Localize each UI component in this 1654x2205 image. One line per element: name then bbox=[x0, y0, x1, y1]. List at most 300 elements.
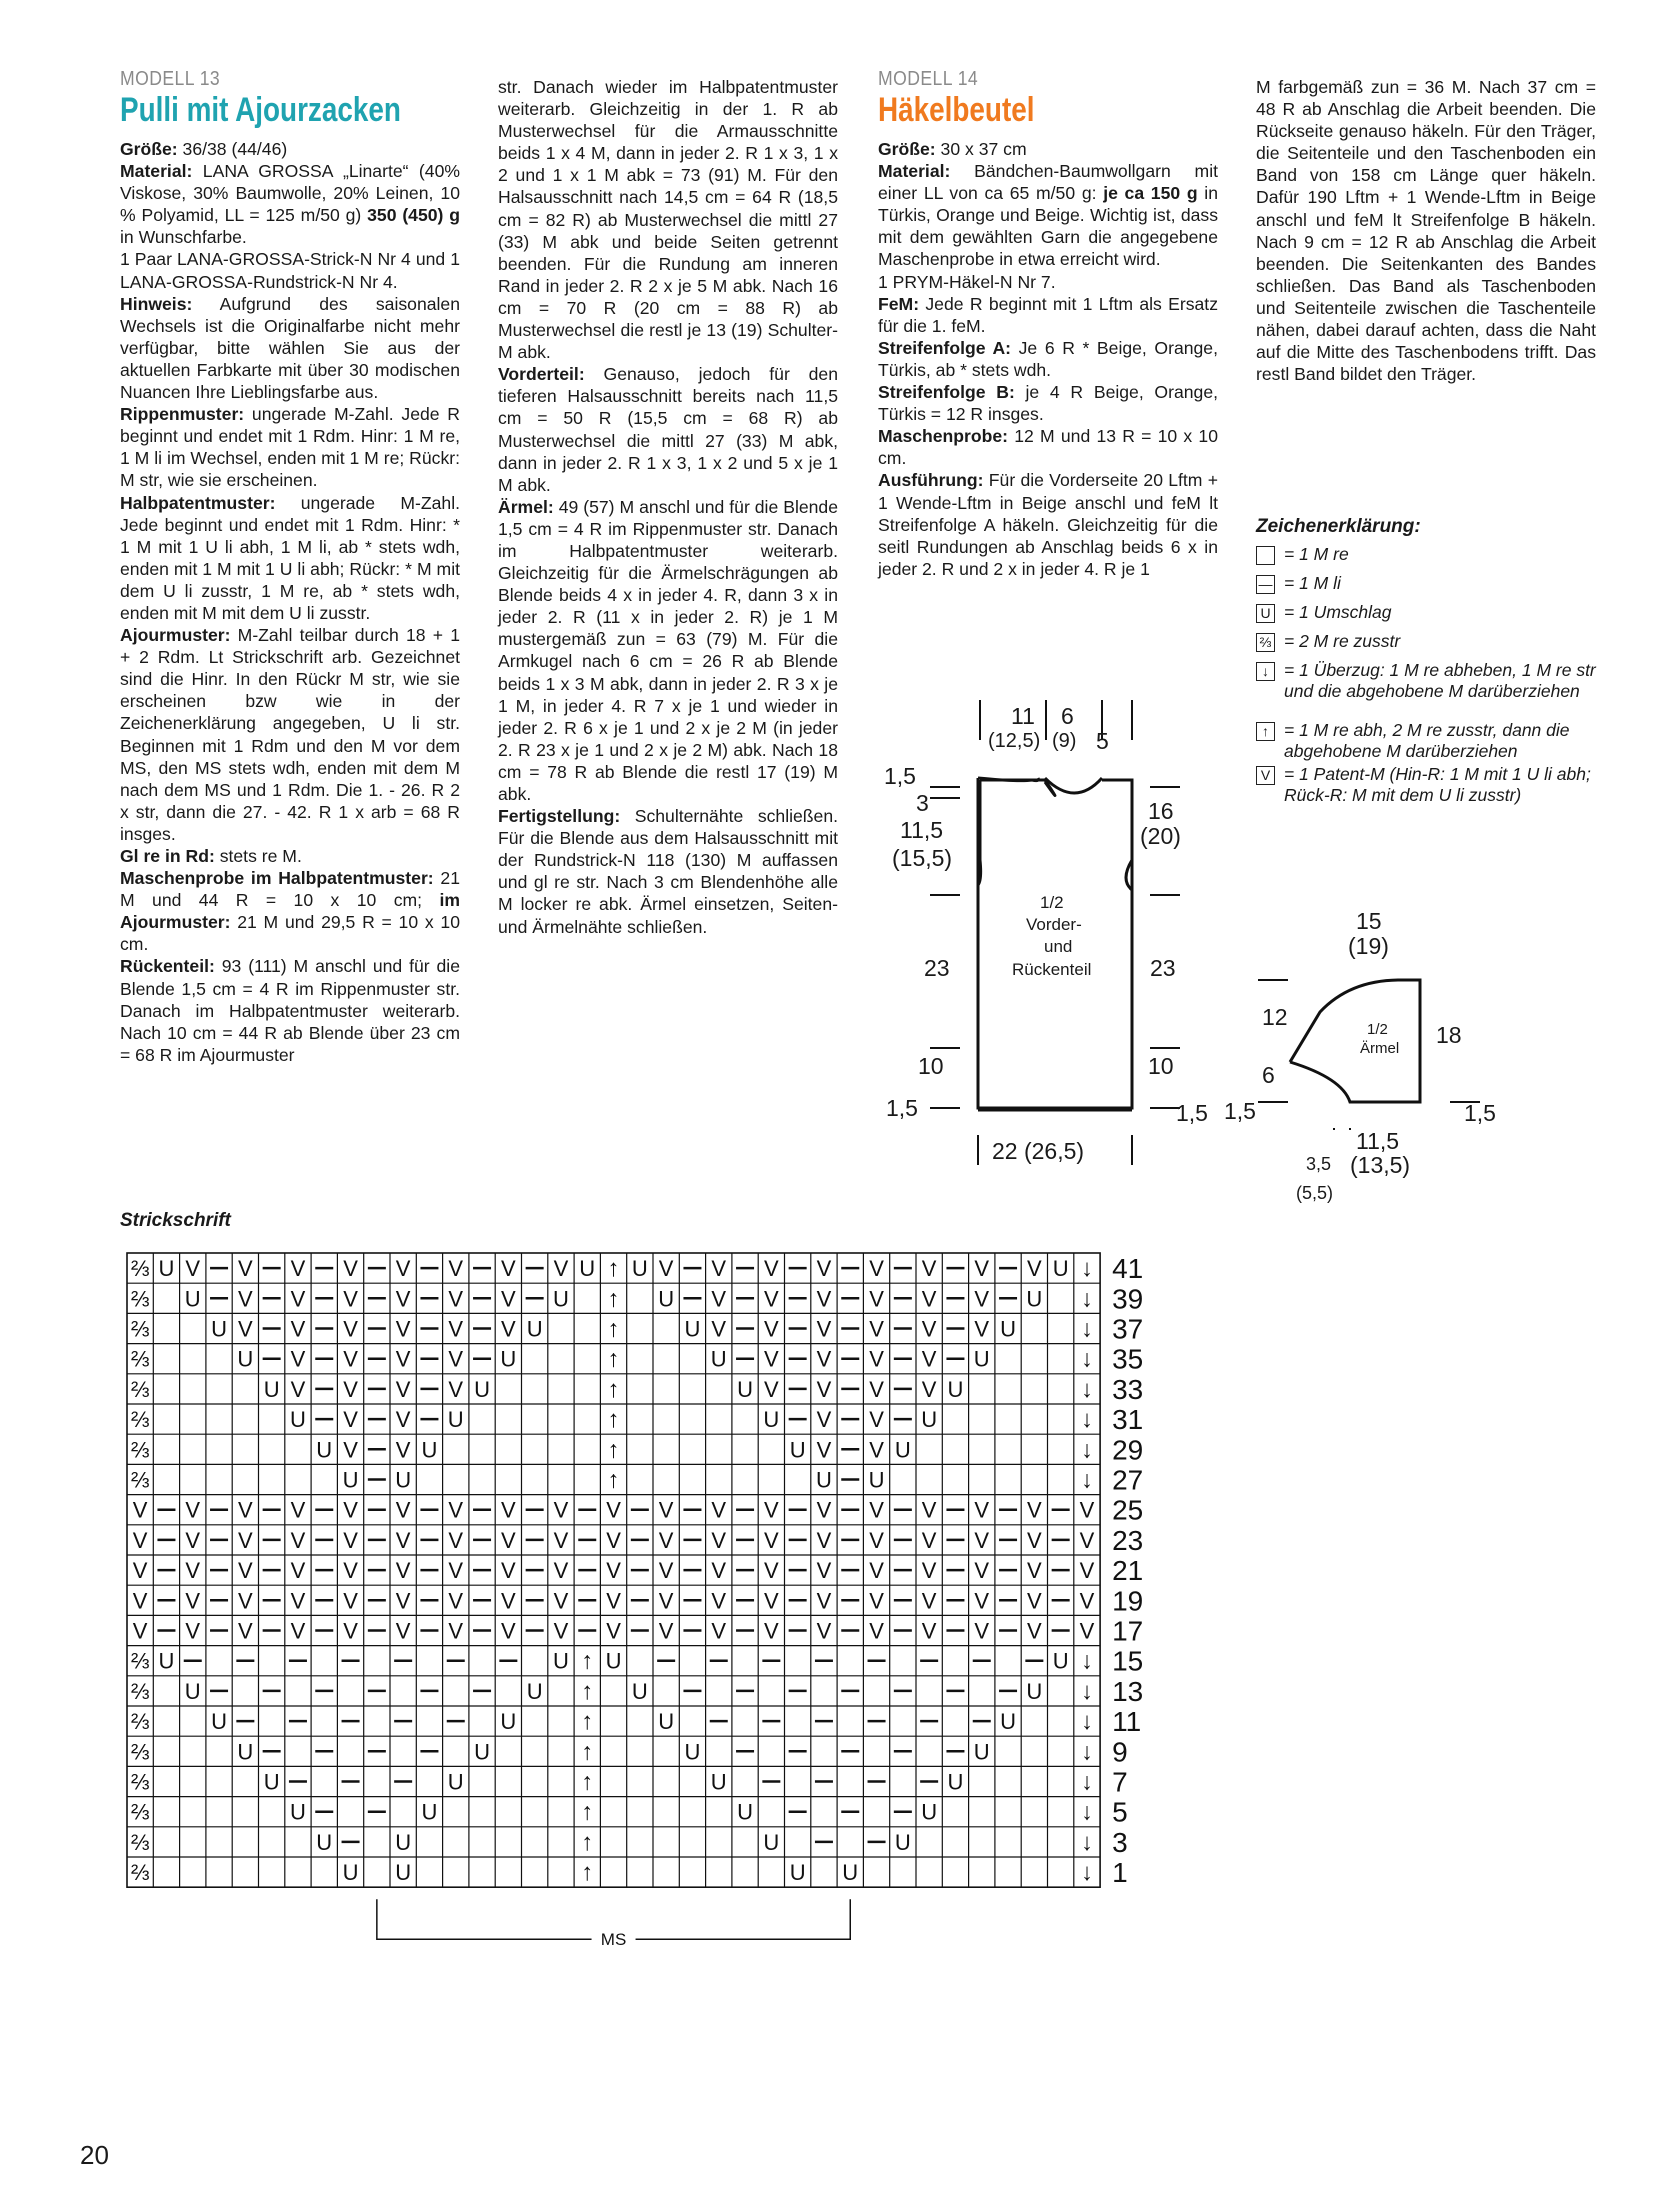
yarnover-symbol: U bbox=[921, 1799, 938, 1825]
patent-stitch-symbol: V bbox=[1027, 1256, 1042, 1282]
patent-stitch-symbol: V bbox=[974, 1558, 990, 1584]
yarnover-symbol: U bbox=[421, 1799, 438, 1825]
yarnover-symbol: U bbox=[447, 1407, 464, 1433]
dim-22: 22 (26,5) bbox=[992, 1138, 1085, 1164]
yarnover-symbol: U bbox=[395, 1467, 412, 1493]
sleeve-dim-12: 12 bbox=[1262, 1004, 1288, 1030]
sk2p-symbol: ↑ bbox=[581, 1647, 594, 1675]
yarnover-symbol: U bbox=[1026, 1678, 1043, 1704]
chart-row-number: 27 bbox=[1112, 1464, 1144, 1496]
dim-1-5-br: 1,5 bbox=[1176, 1100, 1208, 1126]
chart-row-number: 41 bbox=[1112, 1253, 1144, 1285]
yarnover-symbol: U bbox=[1000, 1316, 1016, 1342]
patent-stitch-symbol: V bbox=[238, 1286, 253, 1312]
body-text: Je 6 R * Beige, Orange, Türkis, ab * stets wdh. bbox=[878, 337, 1218, 380]
patent-stitch-symbol: V bbox=[553, 1618, 569, 1644]
bold-term: Hinweis: bbox=[120, 293, 193, 314]
k2tog-symbol: ⅔ bbox=[130, 1648, 150, 1674]
patent-stitch-symbol: V bbox=[974, 1588, 990, 1614]
patent-stitch-symbol: V bbox=[869, 1588, 884, 1614]
ms-label: MS bbox=[600, 1930, 627, 1950]
patent-stitch-symbol: V bbox=[869, 1376, 884, 1402]
yarnover-symbol: U bbox=[421, 1437, 438, 1463]
legend-text: = 1 Umschlag bbox=[1284, 602, 1392, 622]
patent-stitch-symbol: V bbox=[921, 1588, 937, 1614]
patent-stitch-symbol: V bbox=[974, 1527, 990, 1553]
dim-9: (9) bbox=[1052, 730, 1077, 752]
k2tog-symbol: ⅔ bbox=[130, 1829, 150, 1855]
patent-stitch-symbol: V bbox=[869, 1527, 884, 1553]
chart-row-number: 7 bbox=[1112, 1766, 1128, 1798]
k2tog-symbol: ⅔ bbox=[130, 1709, 150, 1735]
chart-row-number: 31 bbox=[1112, 1404, 1144, 1436]
yarnover-symbol: U bbox=[921, 1407, 938, 1433]
patent-stitch-symbol: V bbox=[290, 1286, 306, 1312]
chart-row-number: 17 bbox=[1112, 1615, 1144, 1647]
patent-stitch-symbol: V bbox=[658, 1527, 674, 1553]
patent-stitch-symbol: V bbox=[132, 1588, 148, 1614]
patent-stitch-symbol: V bbox=[448, 1527, 464, 1553]
patent-stitch-symbol: V bbox=[816, 1346, 832, 1372]
dim-10-right: 10 bbox=[1148, 1053, 1174, 1079]
patent-stitch-symbol: V bbox=[764, 1256, 779, 1282]
bold-term: Halbpatentmuster: bbox=[120, 492, 276, 513]
ssk-symbol: ↓ bbox=[1080, 1677, 1093, 1705]
yarnover-symbol: U bbox=[1000, 1709, 1016, 1735]
patent-stitch-symbol: V bbox=[764, 1497, 779, 1523]
patent-stitch-symbol: V bbox=[658, 1618, 674, 1644]
patent-stitch-symbol: V bbox=[395, 1407, 411, 1433]
yarnover-symbol: U bbox=[395, 1860, 412, 1886]
ssk-symbol: ↓ bbox=[1080, 1345, 1093, 1373]
bold-term: 350 (450) g bbox=[367, 205, 460, 226]
k2tog-symbol: ⅔ bbox=[130, 1407, 150, 1433]
yarnover-symbol: U bbox=[579, 1256, 596, 1282]
patent-stitch-symbol: V bbox=[816, 1286, 832, 1312]
patent-stitch-symbol: V bbox=[711, 1316, 727, 1342]
yarnover-symbol: U bbox=[553, 1648, 569, 1674]
patent-stitch-symbol: V bbox=[343, 1286, 358, 1312]
patent-stitch-symbol: V bbox=[448, 1376, 464, 1402]
yarnover-symbol: U bbox=[631, 1678, 648, 1704]
body-text: 30 x 37 cm bbox=[935, 139, 1027, 159]
chart-row-number: 13 bbox=[1112, 1675, 1144, 1707]
patent-stitch-symbol: V bbox=[395, 1588, 411, 1614]
bold-term: Material: bbox=[120, 161, 193, 182]
ssk-symbol: ↓ bbox=[1080, 1738, 1093, 1766]
yarnover-symbol: U bbox=[474, 1376, 490, 1402]
patent-stitch-symbol: V bbox=[869, 1346, 884, 1372]
chart-row-number: 1 bbox=[1112, 1857, 1128, 1889]
patent-stitch-symbol: V bbox=[290, 1558, 306, 1584]
sleeve-dim-1-5-right: 1,5 bbox=[1464, 1100, 1496, 1126]
yarnover-symbol: U bbox=[710, 1346, 727, 1372]
patent-stitch-symbol: V bbox=[290, 1497, 306, 1523]
patent-stitch-symbol: V bbox=[448, 1497, 464, 1523]
yarnover-symbol: U bbox=[184, 1286, 201, 1312]
patent-stitch-symbol: V bbox=[869, 1286, 884, 1312]
patent-stitch-symbol: V bbox=[448, 1346, 464, 1372]
chart-row-number: 23 bbox=[1112, 1524, 1144, 1556]
yarnover-symbol: U bbox=[158, 1256, 175, 1282]
k2tog-symbol: ⅔ bbox=[130, 1739, 150, 1765]
patent-stitch-symbol: V bbox=[290, 1316, 306, 1342]
yarnover-symbol: U bbox=[894, 1437, 911, 1463]
yarnover-symbol: U bbox=[868, 1467, 885, 1493]
patent-stitch-symbol: V bbox=[711, 1588, 727, 1614]
sk2p-symbol: ↑ bbox=[607, 1406, 620, 1434]
sk2p-symbol: ↑ bbox=[607, 1375, 620, 1403]
ssk-symbol: ↓ bbox=[1080, 1798, 1093, 1826]
patent-stitch-symbol: V bbox=[395, 1346, 411, 1372]
body-text: str. Danach wieder im Halbpatentmuster weiterarb. Gleichzeitig in der 1. R ab Musterwechsel für die Armausschnitte beids 1 x 4 M, dann in jeder 2. R 1 x 3, 1 x 2 und 1 x 1 M abk = 73 (91) M. Für den Halsausschnitt nach 14,5 cm = 64 R (18,5 cm = 82 R) ab Musterwechsel die mittl 27 (33) M abk und beide Seiten getrennt beenden. Für die Rundung am inneren Rand in jeder 2. R 2 x je 5 M abk. Nach 16 cm = 70 R (20 cm = 88 R) ab Musterwechsel die restl je 13 (19) Schulter-M abk. bbox=[498, 77, 838, 363]
k2tog-symbol: ⅔ bbox=[130, 1346, 150, 1372]
yarnover-symbol: U bbox=[947, 1769, 964, 1795]
patent-stitch-symbol: V bbox=[290, 1618, 306, 1644]
patent-stitch-symbol: V bbox=[974, 1286, 990, 1312]
patent-stitch-symbol: V bbox=[921, 1256, 937, 1282]
patent-stitch-symbol: V bbox=[185, 1618, 201, 1644]
patent-stitch-symbol: V bbox=[1027, 1618, 1042, 1644]
patent-stitch-symbol: V bbox=[606, 1588, 621, 1614]
yarnover-symbol: U bbox=[737, 1799, 753, 1825]
dim-12-5: (12,5) bbox=[988, 730, 1041, 752]
yarnover-symbol: U bbox=[631, 1256, 648, 1282]
k2tog-symbol: ⅔ bbox=[130, 1437, 150, 1463]
yarnover-symbol: U bbox=[316, 1829, 333, 1855]
patent-stitch-symbol: V bbox=[395, 1437, 411, 1463]
chart-row-number: 5 bbox=[1112, 1796, 1128, 1828]
patent-stitch-symbol: V bbox=[185, 1497, 201, 1523]
patent-stitch-symbol: V bbox=[1027, 1558, 1042, 1584]
bold-term: im Ajourmuster: bbox=[120, 890, 460, 933]
patent-stitch-symbol: V bbox=[816, 1376, 832, 1402]
chart-row-number: 35 bbox=[1112, 1343, 1144, 1375]
legend-symbol-box: ↑ bbox=[1256, 722, 1275, 741]
dim-3: 3 bbox=[916, 790, 929, 816]
body-text: in Türkis, Orange und Beige. Wichtig ist, dass mit dem gewählten Garn die angegebene Maschenprobe in etwa erreicht wird. bbox=[878, 183, 1218, 270]
patent-stitch-symbol: V bbox=[395, 1558, 411, 1584]
dim-6: 6 bbox=[1061, 703, 1074, 729]
patent-stitch-symbol: V bbox=[711, 1618, 727, 1644]
patent-stitch-symbol: V bbox=[290, 1588, 306, 1614]
body-text: Aufgrund des saisonalen Wechsels ist die Originalfarbe nicht mehr verfügbar, bitte wählen Sie aus der aktuellen Farbkarte mit über 30 modischen Nuancen Ihre Lieblingsfarbe aus. bbox=[120, 293, 460, 403]
legend-text: = 1 Überzug: 1 M re abheben, 1 M re str und die abgehobene M darüberziehen bbox=[1284, 660, 1596, 701]
patent-stitch-symbol: V bbox=[711, 1256, 727, 1282]
yarnover-symbol: U bbox=[342, 1860, 359, 1886]
patent-stitch-symbol: V bbox=[501, 1588, 516, 1614]
yarnover-symbol: U bbox=[658, 1286, 675, 1312]
chart-row-number: 21 bbox=[1112, 1555, 1144, 1587]
modell14-title: Häkelbeutel bbox=[878, 91, 1035, 129]
patent-stitch-symbol: V bbox=[553, 1256, 569, 1282]
body-label-und: und bbox=[1044, 937, 1073, 956]
dim-1-5-bl: 1,5 bbox=[886, 1095, 918, 1121]
sk2p-symbol: ↑ bbox=[607, 1345, 620, 1373]
patent-stitch-symbol: V bbox=[132, 1618, 148, 1644]
yarnover-symbol: U bbox=[211, 1709, 227, 1735]
yarnover-symbol: U bbox=[789, 1437, 806, 1463]
yarnover-symbol: U bbox=[605, 1648, 622, 1674]
patent-stitch-symbol: V bbox=[448, 1256, 464, 1282]
patent-stitch-symbol: V bbox=[606, 1497, 621, 1523]
patent-stitch-symbol: V bbox=[921, 1286, 937, 1312]
yarnover-symbol: U bbox=[684, 1316, 701, 1342]
ssk-symbol: ↓ bbox=[1080, 1708, 1093, 1736]
patent-stitch-symbol: V bbox=[290, 1256, 306, 1282]
bold-term: Streifenfolge B: bbox=[878, 382, 1015, 403]
patent-stitch-symbol: V bbox=[238, 1256, 253, 1282]
sk2p-symbol: ↑ bbox=[607, 1255, 620, 1283]
patent-stitch-symbol: V bbox=[185, 1256, 201, 1282]
sleeve-dim-11-5: 11,5 bbox=[1356, 1128, 1400, 1154]
body-text: M farbgemäß zun = 36 M. Nach 37 cm = 48 R ab Anschlag die Arbeit beenden. Die Rückseite genauso häkeln. Für den Träger, die Seitenteile und den Taschenboden ein Band von 158 cm Länge quer häkeln. Dafür 190 Lftm + 1 Wende-Lftm in Beige anschl und feM lt Streifenfolge B häkeln. Nach 9 cm = 12 R ab Anschlag die Arbeit beenden. Die Seitenkanten des Bandes schließen. Das Band als Taschenboden und Seitenteile zwischen die Taschenteile nähen, dabei darauf achten, dass die Naht auf die Mitte des Taschenbodens trifft. Das restl Band bildet den Träger. bbox=[1256, 77, 1596, 385]
patent-stitch-symbol: V bbox=[921, 1558, 937, 1584]
k2tog-symbol: ⅔ bbox=[130, 1799, 150, 1825]
body-text: Bändchen-Baumwollgarn mit einer LL von ca 65 m/50 g: bbox=[878, 161, 1218, 204]
yarnover-symbol: U bbox=[894, 1829, 911, 1855]
patent-stitch-symbol: V bbox=[764, 1376, 779, 1402]
legend-text: = 1 M re bbox=[1284, 544, 1349, 564]
yarnover-symbol: U bbox=[1052, 1256, 1069, 1282]
yarnover-symbol: U bbox=[263, 1376, 280, 1402]
body-text: Schulternähte schließen. Für die Blende aus dem Halsausschnitt mit der Rundstrick-N 118 (130) M auffassen und gl re str. Nach 3 cm Blendenhöhe alle M locker re abk. Ärmel einsetzen, Seiten- und Ärmelnähte schließen. bbox=[498, 806, 838, 937]
yarnover-symbol: U bbox=[184, 1678, 201, 1704]
patent-stitch-symbol: V bbox=[343, 1437, 358, 1463]
yarnover-symbol: U bbox=[211, 1316, 227, 1342]
chart-row-number: 39 bbox=[1112, 1283, 1144, 1315]
patent-stitch-symbol: V bbox=[711, 1558, 727, 1584]
patent-stitch-symbol: V bbox=[816, 1497, 832, 1523]
patent-stitch-symbol: V bbox=[816, 1407, 832, 1433]
patent-stitch-symbol: V bbox=[501, 1497, 516, 1523]
yarnover-symbol: U bbox=[290, 1799, 306, 1825]
body-text: LANA GROSSA „Linarte“ (40% Viskose, 30% Baumwolle, 20% Leinen, 10 % Polyamid, LL = 125 m/50 g) bbox=[120, 161, 460, 226]
yarnover-symbol: U bbox=[316, 1437, 333, 1463]
sleeve-dim-19: (19) bbox=[1348, 933, 1389, 959]
legend-text: = 1 Patent-M (Hin-R: 1 M mit 1 U li abh; Rück-R: M mit dem U li zusstr) bbox=[1284, 764, 1591, 805]
patent-stitch-symbol: V bbox=[343, 1588, 358, 1614]
patent-stitch-symbol: V bbox=[816, 1437, 832, 1463]
patent-stitch-symbol: V bbox=[395, 1618, 411, 1644]
patent-stitch-symbol: V bbox=[816, 1527, 832, 1553]
body-text: 12 M und 13 R = 10 x 10 cm. bbox=[878, 426, 1218, 469]
legend-symbol-box: ↓ bbox=[1256, 662, 1275, 681]
yarnover-symbol: U bbox=[842, 1860, 859, 1886]
k2tog-symbol: ⅔ bbox=[130, 1467, 150, 1493]
bold-term: Ajourmuster: bbox=[120, 625, 231, 646]
patent-stitch-symbol: V bbox=[1079, 1618, 1095, 1644]
sleeve-dim-13-5: (13,5) bbox=[1350, 1152, 1411, 1178]
bold-term: je ca 150 g bbox=[1103, 183, 1198, 204]
patent-stitch-symbol: V bbox=[343, 1527, 358, 1553]
yarnover-symbol: U bbox=[474, 1739, 490, 1765]
patent-stitch-symbol: V bbox=[1027, 1527, 1042, 1553]
k2tog-symbol: ⅔ bbox=[130, 1256, 150, 1282]
patent-stitch-symbol: V bbox=[764, 1618, 779, 1644]
yarnover-symbol: U bbox=[290, 1407, 306, 1433]
body-text: Genauso, jedoch für den tieferen Halsausschnitt bereits nach 11,5 cm = 50 R (15,5 cm = 68 R) ab Musterwechsel die mittl 27 (33) M abk, dann in jeder 2. R 1 x 3, 1 x 2 und 5 x je 1 M abk. bbox=[498, 364, 838, 495]
sk2p-symbol: ↑ bbox=[581, 1859, 594, 1887]
patent-stitch-symbol: V bbox=[816, 1316, 832, 1342]
yarnover-symbol: U bbox=[526, 1678, 543, 1704]
bold-term: Rückenteil: bbox=[120, 956, 215, 977]
dim-16: 16 bbox=[1148, 798, 1174, 824]
dim-20: (20) bbox=[1140, 823, 1181, 849]
legend-text: = 1 M li bbox=[1284, 573, 1341, 593]
ssk-symbol: ↓ bbox=[1080, 1255, 1093, 1283]
patent-stitch-symbol: V bbox=[238, 1316, 253, 1342]
yarnover-symbol: U bbox=[710, 1769, 727, 1795]
patent-stitch-symbol: V bbox=[1027, 1588, 1042, 1614]
k2tog-symbol: ⅔ bbox=[130, 1376, 150, 1402]
patent-stitch-symbol: V bbox=[448, 1588, 464, 1614]
sk2p-symbol: ↑ bbox=[581, 1798, 594, 1826]
sleeve-dim-1-5-left: 1,5 bbox=[1224, 1098, 1256, 1124]
patent-stitch-symbol: V bbox=[921, 1497, 937, 1523]
patent-stitch-symbol: V bbox=[764, 1558, 779, 1584]
sleeve-dim-15: 15 bbox=[1356, 908, 1382, 934]
modell13-title: Pulli mit Ajourzacken bbox=[120, 91, 401, 129]
patent-stitch-symbol: V bbox=[606, 1618, 621, 1644]
patent-stitch-symbol: V bbox=[658, 1497, 674, 1523]
patent-stitch-symbol: V bbox=[869, 1256, 884, 1282]
yarnover-symbol: U bbox=[342, 1467, 359, 1493]
k2tog-symbol: ⅔ bbox=[130, 1860, 150, 1886]
page-number: 20 bbox=[80, 2140, 109, 2170]
bold-term: Maschenprobe: bbox=[878, 426, 1009, 447]
yarnover-symbol: U bbox=[1026, 1286, 1043, 1312]
patent-stitch-symbol: V bbox=[764, 1588, 779, 1614]
yarnover-symbol: U bbox=[237, 1739, 254, 1765]
body-text: 1 PRYM-Häkel-N Nr 7. bbox=[878, 271, 1056, 292]
patent-stitch-symbol: V bbox=[869, 1558, 884, 1584]
patent-stitch-symbol: V bbox=[290, 1376, 306, 1402]
sk2p-symbol: ↑ bbox=[607, 1466, 620, 1494]
body-text: ungerade M-Zahl. Jede beginnt und endet mit 1 Rdm. Hinr: * 1 M mit 1 U li abh, 1 M li, ab * stets wdh, enden mit 1 M mit 1 U li abh; Rückr: * M mit dem U li zusstr, 1 M re, ab * stets wdh, enden mit M mit dem U li zusstr. bbox=[120, 492, 460, 623]
patent-stitch-symbol: V bbox=[921, 1527, 937, 1553]
bold-term: FeM: bbox=[878, 293, 920, 314]
dim-23-right: 23 bbox=[1150, 955, 1176, 981]
patent-stitch-symbol: V bbox=[238, 1558, 253, 1584]
patent-stitch-symbol: V bbox=[921, 1316, 937, 1342]
patent-stitch-symbol: V bbox=[921, 1618, 937, 1644]
body-text: 49 (57) M anschl und für die Blende 1,5 cm = 4 R im Rippenmuster str. Danach im Halbpatentmuster weiterarb. Gleichzeitig für die Ärmelschrägungen ab Blende beids 4 x in jeder 4. R, dann 3 x in jeder 2. R (11 x in jeder 2. R) je 1 M mustergemäß zun = 63 (79) M. Für die Armkugel nach 6 cm = 26 R ab Blende beids 1 x 3 M abk, dann in jeder 2. R 3 x je 1 M, in jeder 4. R 7 x je 1 und wieder in jeder 2. R 6 x je 1 und 2 x je 2 M (in jeder 2. R 23 x je 1 und 2 x je 2 M) abk. Nach 18 cm = 78 R ab Blende die restl 17 (19) M abk. bbox=[498, 496, 838, 804]
bold-term: Ärmel: bbox=[498, 496, 554, 517]
legend-text: = 1 M re abh, 2 M re zusstr, dann die abgehobene M darüberziehen bbox=[1284, 720, 1570, 761]
chart-row-number: 37 bbox=[1112, 1313, 1144, 1345]
bold-term: Größe: bbox=[878, 139, 936, 159]
chart-row-number: 29 bbox=[1112, 1434, 1144, 1466]
patent-stitch-symbol: V bbox=[290, 1527, 306, 1553]
bold-term: Maschenprobe im Halbpatentmuster: bbox=[120, 868, 434, 889]
yarnover-symbol: U bbox=[263, 1769, 280, 1795]
sleeve-dim-3-5: 3,5 bbox=[1306, 1154, 1332, 1174]
yarnover-symbol: U bbox=[237, 1346, 254, 1372]
legend-text: = 2 M re zusstr bbox=[1284, 631, 1401, 651]
patent-stitch-symbol: V bbox=[343, 1618, 358, 1644]
patent-stitch-symbol: V bbox=[711, 1497, 727, 1523]
patent-stitch-symbol: V bbox=[869, 1497, 884, 1523]
patent-stitch-symbol: V bbox=[974, 1256, 990, 1282]
patent-stitch-symbol: V bbox=[343, 1376, 358, 1402]
patent-stitch-symbol: V bbox=[343, 1346, 358, 1372]
chart-row-number: 33 bbox=[1112, 1373, 1144, 1405]
patent-stitch-symbol: V bbox=[395, 1316, 411, 1342]
ssk-symbol: ↓ bbox=[1080, 1828, 1093, 1856]
patent-stitch-symbol: V bbox=[764, 1316, 779, 1342]
legend-symbol-box: — bbox=[1256, 575, 1275, 594]
body-text: Jede R beginnt mit 1 Lftm als Ersatz für die 1. feM. bbox=[878, 293, 1218, 336]
sk2p-symbol: ↑ bbox=[581, 1708, 594, 1736]
body-label-ruecken: Rückenteil bbox=[1012, 960, 1092, 979]
k2tog-symbol: ⅔ bbox=[130, 1678, 150, 1704]
patent-stitch-symbol: V bbox=[816, 1618, 832, 1644]
patent-stitch-symbol: V bbox=[1079, 1588, 1095, 1614]
body-text: 36/38 (44/46) bbox=[177, 139, 288, 159]
yarnover-symbol: U bbox=[447, 1769, 464, 1795]
patent-stitch-symbol: V bbox=[343, 1497, 358, 1523]
chart-title: Strickschrift bbox=[120, 1210, 231, 1231]
patent-stitch-symbol: V bbox=[343, 1316, 358, 1342]
chart-row-number: 19 bbox=[1112, 1585, 1144, 1617]
patent-stitch-symbol: V bbox=[553, 1558, 569, 1584]
body-text: je 4 R Beige, Orange, Türkis = 12 R insges. bbox=[878, 382, 1218, 425]
patent-stitch-symbol: V bbox=[553, 1588, 569, 1614]
chart-row-number: 25 bbox=[1112, 1494, 1144, 1526]
ssk-symbol: ↓ bbox=[1080, 1466, 1093, 1494]
yarnover-symbol: U bbox=[395, 1829, 412, 1855]
modell13-label: MODELL 13 bbox=[120, 68, 221, 90]
dim-23-left: 23 bbox=[924, 955, 950, 981]
ssk-symbol: ↓ bbox=[1080, 1285, 1093, 1313]
body-text: in Wunschfarbe. bbox=[120, 227, 247, 248]
patent-stitch-symbol: V bbox=[238, 1588, 253, 1614]
patent-stitch-symbol: V bbox=[501, 1316, 516, 1342]
bold-term: Streifenfolge A: bbox=[878, 337, 1012, 358]
dim-5: 5 bbox=[1096, 728, 1109, 754]
sk2p-symbol: ↑ bbox=[581, 1677, 594, 1705]
legend-symbol-box: ⅔ bbox=[1256, 633, 1275, 652]
dim-15-5: (15,5) bbox=[892, 845, 953, 871]
body-text: 21 M und 29,5 R = 10 x 10 cm. bbox=[120, 912, 460, 955]
body-text: 93 (111) M anschl und für die Blende 1,5 cm = 4 R im Rippenmuster str. Danach im Halbpatentmuster weiterarb. Nach 10 cm = 44 R ab Blende über 23 cm = 68 R im Ajourmuster bbox=[120, 956, 460, 1065]
patent-stitch-symbol: V bbox=[606, 1527, 621, 1553]
yarnover-symbol: U bbox=[763, 1407, 780, 1433]
yarnover-symbol: U bbox=[526, 1316, 543, 1342]
patent-stitch-symbol: V bbox=[1079, 1527, 1095, 1553]
patent-stitch-symbol: V bbox=[448, 1286, 464, 1312]
legend-title: Zeichenerklärung: bbox=[1256, 516, 1421, 537]
patent-stitch-symbol: V bbox=[869, 1316, 884, 1342]
patent-stitch-symbol: V bbox=[395, 1527, 411, 1553]
patent-stitch-symbol: V bbox=[711, 1286, 727, 1312]
yarnover-symbol: U bbox=[789, 1860, 806, 1886]
patent-stitch-symbol: V bbox=[290, 1346, 306, 1372]
body-text: 21 M und 44 R = 10 x 10 cm; bbox=[120, 868, 460, 911]
patent-stitch-symbol: V bbox=[869, 1618, 884, 1644]
patent-stitch-symbol: V bbox=[921, 1376, 937, 1402]
patent-stitch-symbol: V bbox=[395, 1497, 411, 1523]
patent-stitch-symbol: V bbox=[185, 1588, 201, 1614]
yarnover-symbol: U bbox=[553, 1286, 569, 1312]
yarnover-symbol: U bbox=[973, 1346, 990, 1372]
bold-term: Fertigstellung: bbox=[498, 806, 621, 827]
dim-11-5: 11,5 bbox=[900, 817, 944, 843]
patent-stitch-symbol: V bbox=[132, 1558, 148, 1584]
patent-stitch-symbol: V bbox=[343, 1256, 358, 1282]
body-text: stets re M. bbox=[214, 846, 302, 866]
